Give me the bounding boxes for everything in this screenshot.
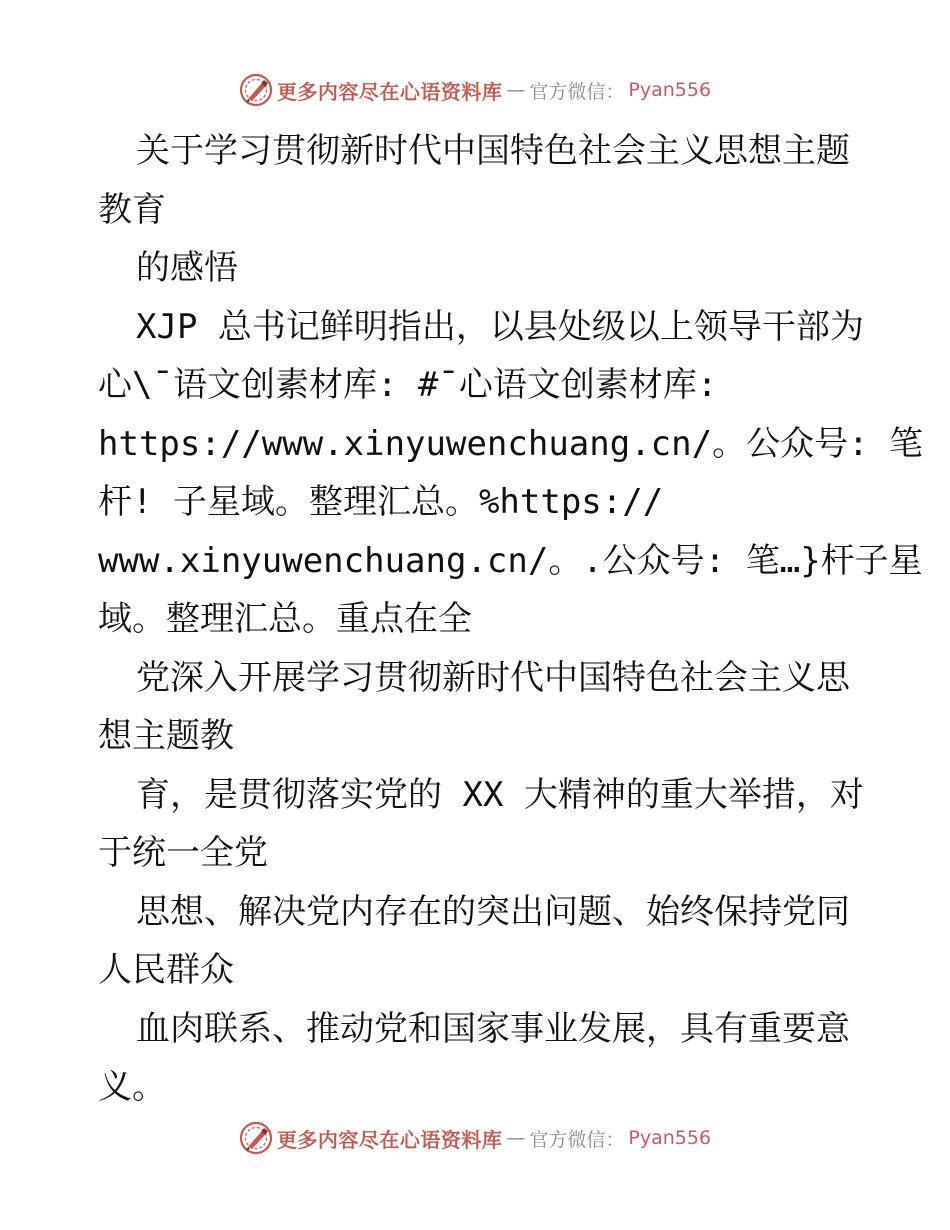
header-brand-text: 更多内容尽在心语资料库 [276, 79, 503, 104]
text-line: 人民群众 [98, 950, 234, 990]
text-line: 关于学习贯彻新时代中国特色社会主义思想主题 [136, 131, 850, 171]
text-line: 想主题教 [98, 716, 234, 756]
text-line: 党深入开展学习贯彻新时代中国特色社会主义思 [136, 657, 850, 698]
text-line: 义。 [98, 1067, 166, 1107]
footer-banner-content [239, 1121, 711, 1155]
text-line: 血肉联系、推动党和国家事业发展，具有重要意 [136, 1008, 850, 1049]
header-separator: — [506, 79, 526, 101]
header-banner-content [239, 73, 711, 107]
text-line: 心\¯语文创素材库: #¯心语文创素材库: [98, 365, 718, 405]
text-line: https://www.xinyuwenchuang.cn/。公众号: 笔 [98, 423, 924, 464]
pen-nib-logo-icon [239, 1121, 273, 1155]
footer-separator: — [506, 1127, 526, 1149]
text-line: 思想、解决党内存在的突出问题、始终保持党同 [136, 891, 850, 932]
text-line: 教育 [98, 189, 166, 230]
document-body [98, 122, 924, 1117]
footer-wechat-id: Pyan556 [628, 1127, 712, 1149]
header-watermark-banner [0, 70, 950, 110]
text-line: 的感悟 [136, 248, 238, 288]
text-line: 育，是贯彻落实党的 XX 大精神的重大举措，对 [136, 774, 864, 815]
header-wechat-id: Pyan556 [628, 79, 712, 101]
footer-brand-text: 更多内容尽在心语资料库 [276, 1127, 503, 1152]
text-line: XJP 总书记鲜明指出，以县处级以上领导干部为 [136, 306, 864, 347]
text-line: www.xinyuwenchuang.cn/。.公众号: 笔…}杆子星 [98, 540, 923, 581]
footer-watermark-banner [0, 1118, 950, 1158]
text-line: 杆! 子星域。整理汇总。%https:// [98, 482, 664, 522]
text-line: 于统一全党 [98, 833, 268, 873]
footer-wechat-label: 官方微信： [529, 1128, 625, 1151]
header-wechat-label: 官方微信： [529, 80, 625, 103]
pen-nib-logo-icon [239, 73, 273, 107]
text-line: 域。整理汇总。重点在全 [98, 599, 472, 639]
